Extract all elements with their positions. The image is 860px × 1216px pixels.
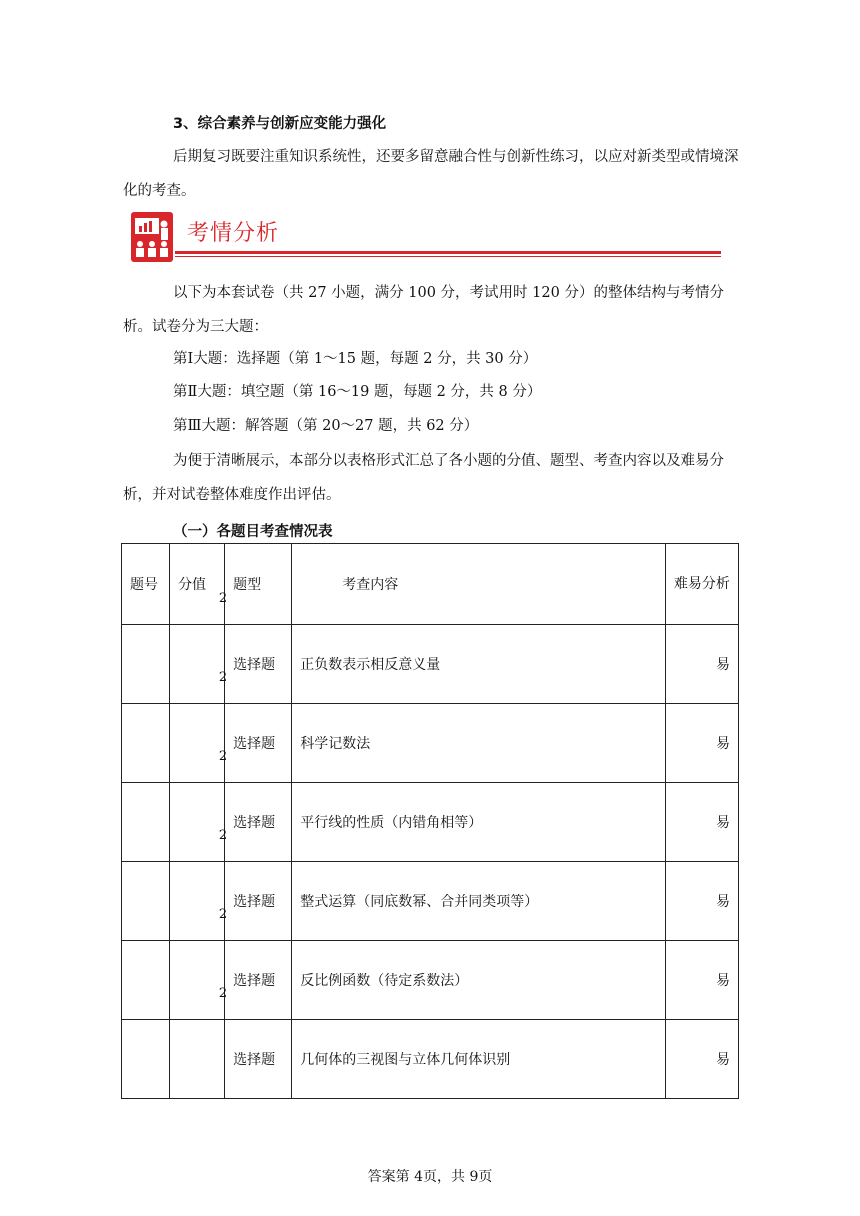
- row-type: 选择题: [225, 625, 292, 704]
- part-3: 第Ⅲ大题：解答题（第 20～27 题，共 62 分）: [173, 418, 479, 434]
- summary-text: 为便于清晰展示，本部分以表格形式汇总了各小题的分值、题型、考查内容以及难易分析，并对试卷整体难度作出评估。: [123, 453, 724, 503]
- row-score: 2: [170, 625, 225, 704]
- table-row: [122, 625, 739, 704]
- row-difficulty: 易: [665, 625, 738, 704]
- part-2: 第Ⅱ大题：填空题（第 16～19 题，每题 2 分，共 8 分）: [173, 384, 542, 400]
- row-difficulty: 易: [665, 783, 738, 862]
- presentation-icon: [131, 212, 173, 262]
- row-type: 选择题: [225, 783, 292, 862]
- banner-divider: [175, 251, 721, 254]
- row-type: 选择题: [225, 862, 292, 941]
- row-content: 反比例函数（待定系数法）: [292, 941, 666, 1020]
- row-score: 2: [170, 704, 225, 783]
- row-difficulty: 易: [665, 704, 738, 783]
- exam-table: [121, 543, 739, 1099]
- row-num: [122, 625, 170, 704]
- page-footer: 答案第 4页，共 9页: [367, 1169, 493, 1185]
- row-num: [122, 704, 170, 783]
- header-num: 题号: [122, 544, 170, 625]
- table-caption: （一）各题目考查情况表: [173, 524, 333, 540]
- row-content: 正负数表示相反意义量: [292, 625, 666, 704]
- row-num: [122, 941, 170, 1020]
- row-content: 科学记数法: [292, 704, 666, 783]
- table-row: [122, 704, 739, 783]
- table-row: [122, 941, 739, 1020]
- row-num: [122, 1020, 170, 1099]
- banner-divider-thin: [175, 256, 721, 257]
- part-1: 第Ⅰ大题：选择题（第 1～15 题，每题 2 分，共 30 分）: [173, 351, 538, 367]
- row-content: 平行线的性质（内错角相等）: [292, 783, 666, 862]
- row-num: [122, 862, 170, 941]
- header-difficulty: 难易分析: [665, 544, 738, 625]
- header-type: 题型: [225, 544, 292, 625]
- row-score: 2: [170, 862, 225, 941]
- row-difficulty: 易: [665, 1020, 738, 1099]
- row-type: 选择题: [225, 1020, 292, 1099]
- table-header-row: [122, 544, 739, 625]
- intro-text: 以下为本套试卷（共 27 小题，满分 100 分，考试用时 120 分）的整体结构与考情分析。试卷分为三大题：: [123, 285, 724, 335]
- row-score: 2: [170, 783, 225, 862]
- row-difficulty: 易: [665, 862, 738, 941]
- row-score: 2: [170, 941, 225, 1020]
- row-score: 2: [170, 1020, 225, 1099]
- row-type: 选择题: [225, 704, 292, 783]
- section-heading: 3、综合素养与创新应变能力强化: [173, 116, 387, 132]
- banner-title: 考情分析: [187, 221, 280, 246]
- table-row: [122, 862, 739, 941]
- table-row: [122, 783, 739, 862]
- section-text: 后期复习既要注重知识系统性，还要多留意融合性与创新性练习，以应对新类型或情境深化的考查。: [123, 149, 739, 199]
- row-num: [122, 783, 170, 862]
- row-type: 选择题: [225, 941, 292, 1020]
- row-content: 整式运算（同底数幂、合并同类项等）: [292, 862, 666, 941]
- row-difficulty: 易: [665, 941, 738, 1020]
- table-row: [122, 1020, 739, 1099]
- row-content: 几何体的三视图与立体几何体识别: [292, 1020, 666, 1099]
- header-score: 分值: [170, 544, 225, 625]
- header-content: 考查内容: [292, 544, 666, 625]
